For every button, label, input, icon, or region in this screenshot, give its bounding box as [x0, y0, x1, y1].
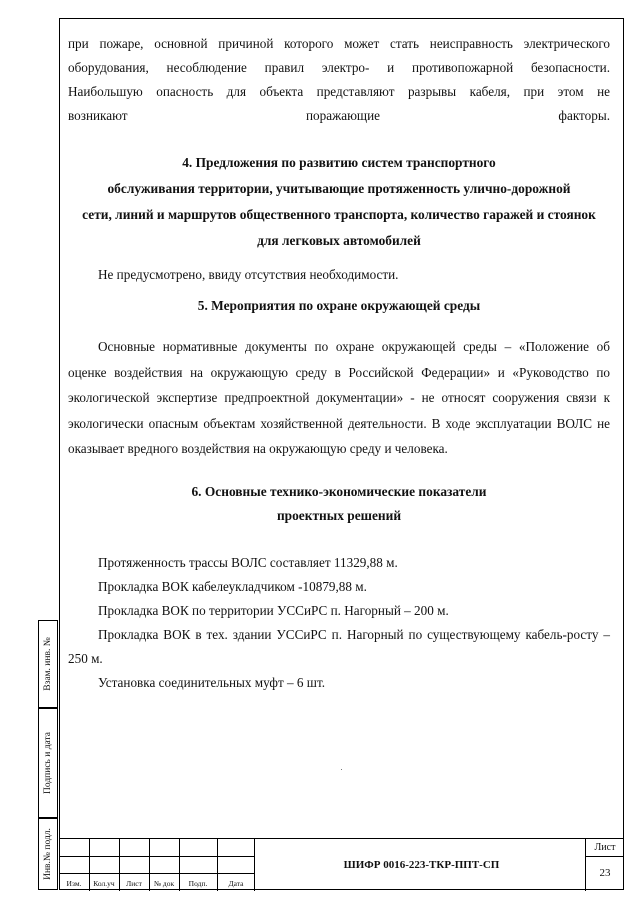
col-list: Лист: [126, 879, 142, 888]
text-line: при пожаре, основной причиной которого может стать неисправность электрического: [68, 36, 610, 51]
sheet-label: Лист: [594, 842, 616, 853]
side-stamp-vzam: [38, 620, 58, 708]
list-item: Установка соединительных муфт – 6 шт.: [98, 675, 326, 690]
speck: [341, 769, 342, 770]
heading-line: 4. Предложения по развитию систем транспортного: [182, 155, 496, 170]
side-stamp-podpis: [38, 708, 58, 818]
col-n-dok: № док: [153, 879, 175, 888]
section-5-text: Основные нормативные документы по охране окружающей среды – «Положение об оценке воздействия на окружающую среду в Российской Федерации» и «Руководство по экологической экспертизе предпроектной документации» - не относят сооружения связи к экологически опасным объектам хозяйственной деятельности. В ходе эксплуатации ВОЛС не оказывает вредного воздействия на окружающую среду и человека.: [68, 339, 610, 456]
list-item: Прокладка ВОК кабелеукладчиком -10879,88 м.: [98, 579, 367, 594]
side-stamp-podpis-label: Подпись и дата: [43, 731, 53, 795]
list-item: Протяженность трассы ВОЛС составляет 11329,88 м.: [98, 555, 398, 570]
list-item: Прокладка ВОК по территории УССиРС п. Нагорный – 200 м.: [98, 603, 449, 618]
col-izm: Изм.: [66, 879, 82, 888]
section-6-list: [68, 551, 610, 695]
side-stamp-vzam-label: Взам. инв. №: [43, 637, 53, 691]
list-item: Прокладка ВОК в тех. здании УССиРС п. Нагорный по существующему кабель-росту – 250 м.: [68, 627, 610, 666]
text-line: возникают поражающие факторы.: [68, 108, 610, 123]
document-code: ШИФР 0016-223-ТКР-ППТ-СП: [343, 859, 500, 871]
side-stamp-inv-label: Инв.№ подл.: [43, 828, 53, 880]
heading-line: для легковых автомобилей: [257, 233, 421, 248]
heading-line: обслуживания территории, учитывающие протяженность улично-дорожной: [107, 181, 571, 196]
heading-line: проектных решений: [276, 508, 402, 523]
section-4-heading: [68, 150, 610, 254]
heading-line: 6. Основные технико-экономические показатели: [191, 484, 487, 499]
text-line: оборудования, несоблюдение правил электро- и противопожарной безопасности.: [68, 60, 610, 75]
sheet-number: 23: [599, 867, 611, 879]
col-podp: Подп.: [188, 879, 208, 888]
section-4-text: Не предусмотрено, ввиду отсутствия необходимости.: [98, 267, 399, 282]
side-stamp-inv: [38, 818, 58, 890]
col-kol-uch: Кол.уч: [93, 879, 115, 888]
top-paragraph: [68, 32, 610, 128]
section-4: [68, 150, 610, 254]
col-data: Дата: [228, 879, 244, 888]
section-6-heading: [68, 480, 610, 528]
section-5-heading: 5. Мероприятия по охране окружающей среды: [197, 298, 481, 313]
title-block: [59, 838, 624, 891]
heading-line: сети, линий и маршрутов общественного транспорта, количество гаражей и стоянок: [82, 207, 596, 222]
section-5-body: [68, 334, 610, 462]
text-line: Наибольшую опасность для объекта представляют разрывы кабеля, при этом не: [68, 84, 610, 99]
